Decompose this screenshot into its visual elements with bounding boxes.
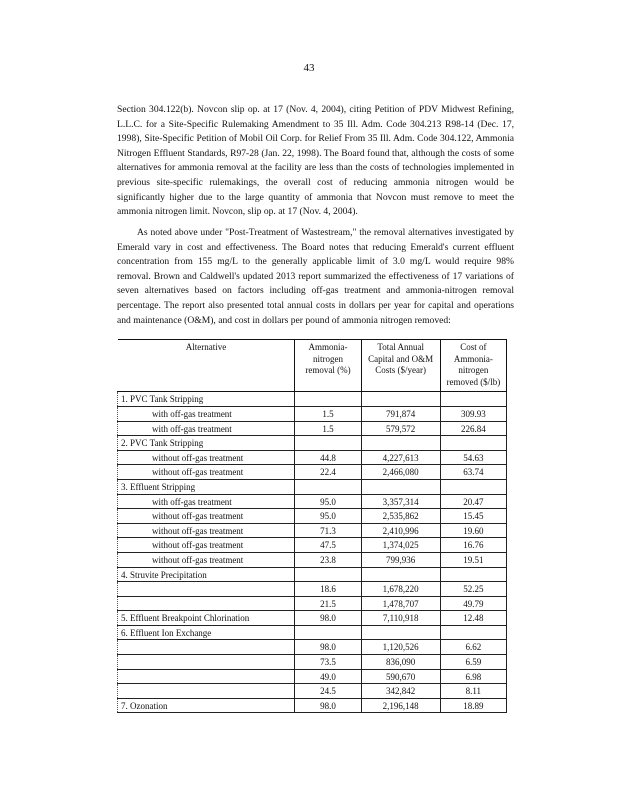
row-removal-percent: 21.5 — [295, 596, 361, 611]
para1-line5: Board found that, although the costs of some alternatives for ammonia removal at the facility are — [117, 147, 514, 174]
table-row — [118, 509, 507, 524]
row-cost-per-lb — [440, 567, 506, 582]
row-cost-per-lb: 18.89 — [440, 698, 506, 713]
table-row — [118, 567, 507, 582]
row-cost-per-lb: 63.74 — [440, 465, 506, 480]
row-annual-cost: 1,120,526 — [361, 640, 440, 655]
row-alternative: without off-gas treatment — [118, 538, 295, 553]
para2-line1: As noted above under "Post-Treatment of Wastestream," the removal alternatives — [137, 227, 453, 238]
row-annual-cost: 2,466,080 — [361, 465, 440, 480]
row-removal-percent — [295, 392, 361, 407]
row-cost-per-lb: 8.11 — [440, 684, 506, 699]
row-cost-per-lb — [440, 479, 506, 494]
row-cost-per-lb: 6.98 — [440, 669, 506, 684]
row-annual-cost: 1,678,220 — [361, 582, 440, 597]
row-removal-percent: 98.0 — [295, 640, 361, 655]
row-cost-per-lb: 20.47 — [440, 494, 506, 509]
row-removal-percent: 49.0 — [295, 669, 361, 684]
row-alternative: with off-gas treatment — [118, 421, 295, 436]
para2-line3: Emerald's current effluent concentration from 155 mg/L to the generally applicable limit of 3.0 — [117, 241, 515, 268]
row-alternative: 6. Effluent Ion Exchange — [118, 625, 295, 640]
row-cost-per-lb: 15.45 — [440, 509, 506, 524]
row-removal-percent: 95.0 — [295, 494, 361, 509]
table-row — [118, 523, 507, 538]
table-header-row — [118, 340, 507, 392]
row-annual-cost: 836,090 — [361, 655, 440, 670]
row-alternative: without off-gas treatment — [118, 523, 295, 538]
row-annual-cost: 579,572 — [361, 421, 440, 436]
row-alternative: without off-gas treatment — [118, 509, 295, 524]
row-annual-cost: 4,227,613 — [361, 450, 440, 465]
para2-line7: dollars per year for capital and operations and maintenance (O&M), and cost in dollars per — [117, 299, 514, 326]
row-alternative: 3. Effluent Stripping — [118, 479, 295, 494]
row-annual-cost: 3,357,314 — [361, 494, 440, 509]
table-row — [118, 538, 507, 553]
row-annual-cost: 7,110,918 — [361, 611, 440, 626]
row-removal-percent: 71.3 — [295, 523, 361, 538]
header-annual-cost: Total Annual Capital and O&M Costs ($/year) — [361, 340, 440, 392]
row-alternative: 7. Ozonation — [118, 698, 295, 713]
row-removal-percent: 1.5 — [295, 421, 361, 436]
row-cost-per-lb: 226.84 — [440, 421, 506, 436]
para1-line8: of ammonia that Novcon must remove to meet the ammonia nitrogen limit. Novcon, slip op. at — [117, 191, 514, 218]
row-cost-per-lb — [440, 436, 506, 451]
header-removal: Ammonia-nitrogen removal (%) — [295, 340, 361, 392]
para1-line3: R98-14 (Dec. 17, 1998), Site-Specific Petition of Mobil Oil Corp. for Relief From 35 Ill. — [117, 118, 515, 145]
row-alternative: without off-gas treatment — [118, 450, 295, 465]
table-row — [118, 494, 507, 509]
row-annual-cost: 2,410,996 — [361, 523, 440, 538]
row-removal-percent: 95.0 — [295, 509, 361, 524]
para1-line4: Adm. Code 304.122, Ammonia Nitrogen Effluent Standards, R97-28 (Jan. 22, 1998). The — [117, 133, 514, 159]
row-cost-per-lb: 12.48 — [440, 611, 506, 626]
para2-line4: mg/L would require 98% removal. Brown and Caldwell's updated 2013 report summarized the — [117, 256, 515, 282]
table-row — [118, 450, 507, 465]
para2-line6: and ammonia-nitrogen removal percentage. The report also presented total annual costs in — [117, 285, 514, 311]
para2-line5: effectiveness of 17 variations of seven alternatives based on factors including off-gas treatment — [117, 270, 514, 297]
row-annual-cost: 1,478,707 — [361, 596, 440, 611]
row-alternative: without off-gas treatment — [118, 552, 295, 567]
row-cost-per-lb — [440, 392, 506, 407]
row-alternative — [118, 596, 295, 611]
para1-line1: Section 304.122(b). Novcon slip op. at 17 (Nov. 4, 2004), citing Petition of PDV Midwest — [117, 104, 475, 115]
table-row — [118, 640, 507, 655]
row-annual-cost: 791,874 — [361, 406, 440, 421]
row-cost-per-lb: 309.93 — [440, 406, 506, 421]
row-removal-percent: 22.4 — [295, 465, 361, 480]
row-annual-cost: 590,670 — [361, 669, 440, 684]
row-alternative: 2. PVC Tank Stripping — [118, 436, 295, 451]
row-removal-percent: 47.5 — [295, 538, 361, 553]
row-removal-percent: 23.8 — [295, 552, 361, 567]
para1-line2: Refining, L.L.C. for a Site-Specific Rulemaking Amendment to 35 Ill. Adm. Code 304.213 — [117, 104, 514, 130]
row-alternative — [118, 655, 295, 670]
row-removal-percent — [295, 479, 361, 494]
table-row — [118, 684, 507, 699]
row-annual-cost: 2,535,862 — [361, 509, 440, 524]
table-row — [118, 552, 507, 567]
row-alternative — [118, 640, 295, 655]
table-row — [118, 582, 507, 597]
para1-line9: 17 (Nov. 4, 2004). — [287, 206, 358, 218]
row-removal-percent: 98.0 — [295, 698, 361, 713]
ammonia-removal-cost-table — [117, 339, 507, 713]
row-annual-cost: 342,842 — [361, 684, 440, 699]
table-row — [118, 655, 507, 670]
row-alternative — [118, 684, 295, 699]
row-annual-cost: 799,936 — [361, 552, 440, 567]
row-cost-per-lb: 16.76 — [440, 538, 506, 553]
row-cost-per-lb: 52.25 — [440, 582, 506, 597]
row-alternative: without off-gas treatment — [118, 465, 295, 480]
paragraph-citation — [117, 103, 514, 220]
row-alternative — [118, 582, 295, 597]
row-cost-per-lb: 6.62 — [440, 640, 506, 655]
row-cost-per-lb: 19.51 — [440, 552, 506, 567]
table-row — [118, 406, 507, 421]
row-removal-percent — [295, 625, 361, 640]
para1-line7: overall cost of reducing ammonia nitrogen would be significantly higher due to the large quantity — [117, 176, 514, 203]
row-annual-cost — [361, 436, 440, 451]
para1-line6: less than the costs of technologies implemented in previous site-specific rulemakings, the — [117, 162, 514, 188]
para2-line2: investigated by Emerald vary in cost and effectiveness. The Board notes that reducing — [117, 227, 514, 253]
table-row — [118, 465, 507, 480]
header-cost-per-lb: Cost of Ammonia-nitrogen removed ($/lb) — [440, 340, 506, 392]
row-annual-cost: 2,196,148 — [361, 698, 440, 713]
header-alternative: Alternative — [118, 340, 295, 392]
row-removal-percent: 98.0 — [295, 611, 361, 626]
table-row — [118, 436, 507, 451]
row-cost-per-lb: 6.59 — [440, 655, 506, 670]
row-annual-cost — [361, 567, 440, 582]
page-number: 43 — [303, 62, 315, 74]
row-alternative: 1. PVC Tank Stripping — [118, 392, 295, 407]
row-annual-cost — [361, 625, 440, 640]
row-removal-percent: 1.5 — [295, 406, 361, 421]
row-annual-cost: 1,374,025 — [361, 538, 440, 553]
table-row — [118, 596, 507, 611]
row-cost-per-lb: 49.79 — [440, 596, 506, 611]
row-alternative: with off-gas treatment — [118, 494, 295, 509]
row-removal-percent: 44.8 — [295, 450, 361, 465]
table-row — [118, 479, 507, 494]
table-row — [118, 421, 507, 436]
row-alternative — [118, 669, 295, 684]
row-removal-percent: 73.5 — [295, 655, 361, 670]
table-row — [118, 669, 507, 684]
row-alternative: with off-gas treatment — [118, 406, 295, 421]
row-alternative: 4. Struvite Precipitation — [118, 567, 295, 582]
row-cost-per-lb — [440, 625, 506, 640]
row-alternative: 5. Effluent Breakpoint Chlorination — [118, 611, 295, 626]
row-removal-percent: 18.6 — [295, 582, 361, 597]
paragraph-alternatives — [117, 226, 514, 328]
table-row — [118, 698, 507, 713]
table-row — [118, 625, 507, 640]
table-body — [118, 392, 507, 713]
row-removal-percent: 24.5 — [295, 684, 361, 699]
row-annual-cost — [361, 392, 440, 407]
row-annual-cost — [361, 479, 440, 494]
row-cost-per-lb: 19.60 — [440, 523, 506, 538]
table-row — [118, 392, 507, 407]
para2-line8: pound of ammonia nitrogen removed: — [305, 314, 451, 326]
table-row — [118, 611, 507, 626]
row-removal-percent — [295, 567, 361, 582]
row-removal-percent — [295, 436, 361, 451]
row-cost-per-lb: 54.63 — [440, 450, 506, 465]
